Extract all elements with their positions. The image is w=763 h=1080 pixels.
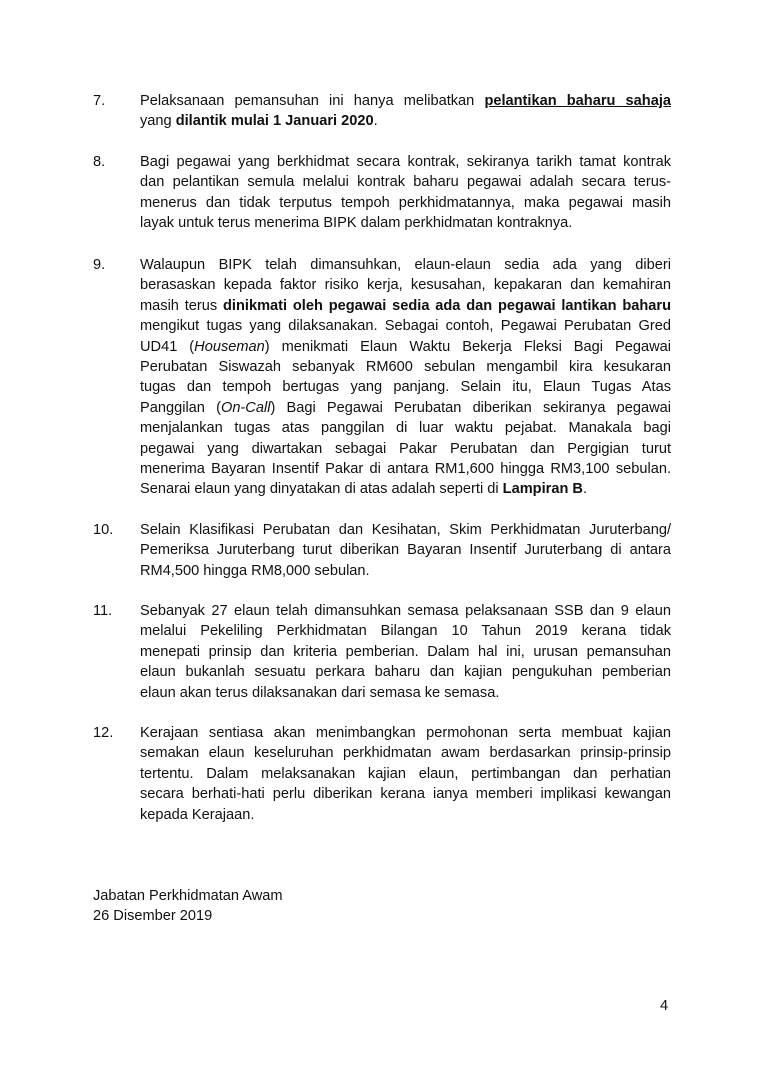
paragraph-line: berasaskan kepada faktor risiko kerja, kesusahan, kepakaran dan kemahiran — [140, 277, 671, 294]
italic-text: Houseman — [194, 338, 265, 355]
paragraph-line: elaun bukanlah sesuatu perkara baharu dan kajian pengukuhan pemberian — [140, 664, 671, 681]
paragraph-line: pegawai yang diwartakan sebagai Pakar Perubatan dan Pergigian turut — [140, 440, 671, 457]
paragraph-line: yang dilantik mulai 1 Januari 2020. — [140, 113, 378, 130]
emphasis-text: pelantikan baharu sahaja — [484, 93, 671, 109]
signature-block — [93, 886, 283, 927]
department-name: Jabatan Perkhidmatan Awam — [93, 888, 283, 904]
paragraph-line: Pelaksanaan pemansuhan ini hanya melibatkan pelantikan baharu sahaja — [140, 93, 671, 109]
paragraph-number: 7. — [93, 93, 106, 109]
paragraph-line: menerima Bayaran Insentif Pakar di antara RM1,600 hingga RM3,100 sebulan. — [140, 460, 671, 477]
paragraph-line: menerus dan tidak terputus tempoh perkhidmatannya, maka pegawai masih — [140, 194, 671, 211]
paragraph-line: Bagi pegawai yang berkhidmat secara kontrak, sekiranya tarikh tamat kontrak — [140, 154, 671, 170]
paragraph-line: Perubatan Siswazah sebanyak RM600 sebulan mengambil kira kesukaran — [140, 358, 671, 375]
paragraph-line: UD41 (Houseman) menikmati Elaun Waktu Bekerja Fleksi Bagi Pegawai — [140, 338, 671, 355]
paragraph-line: secara berhati-hati perlu diberikan kerana ianya memberi implikasi kewangan — [140, 786, 671, 803]
paragraph-line: tugas dan tempoh bertugas yang panjang. Selain itu, Elaun Tugas Atas — [140, 379, 671, 396]
page-number: 4 — [660, 998, 669, 1014]
paragraph-line: menjalankan tugas atas panggilan di luar waktu pejabat. Manakala bagi — [140, 420, 671, 437]
paragraph-number: 12. — [93, 725, 114, 741]
paragraph-number: 10. — [93, 522, 114, 538]
paragraph-line: elaun akan terus dilaksanakan dari semasa ke semasa. — [140, 684, 500, 701]
paragraph-number: 8. — [93, 154, 106, 170]
paragraph-line: Panggilan (On-Call) Bagi Pegawai Perubatan diberikan sekiranya pegawai — [140, 399, 671, 416]
emphasis-text: Lampiran B — [502, 481, 583, 498]
paragraph-line: kepada Kerajaan. — [140, 806, 255, 823]
paragraph-line: Walaupun BIPK telah dimansuhkan, elaun-elaun sedia ada yang diberi — [140, 257, 671, 273]
paragraph-line: tertentu. Dalam melaksanakan kajian elaun, pertimbangan dan perhatian — [140, 765, 671, 782]
paragraph-line: menepati prinsip dan kriteria pemberian. Dalam hal ini, urusan pemansuhan — [140, 643, 671, 660]
paragraph-line: semakan elaun keseluruhan perkhidmatan awam berdasarkan prinsip-prinsip — [140, 745, 671, 762]
paragraph-line: Selain Klasifikasi Perubatan dan Kesihatan, Skim Perkhidmatan Juruterbang/ — [140, 522, 671, 538]
paragraph-line: dan pelantikan semula melalui kontrak baharu pegawai adalah secara terus- — [140, 174, 671, 191]
paragraph-line: melalui Pekeliling Perkhidmatan Bilangan 10 Tahun 2019 kerana tidak — [140, 623, 671, 640]
paragraph-line: masih terus dinikmati oleh pegawai sedia ada dan pegawai lantikan baharu — [140, 297, 671, 314]
paragraph-line: Senarai elaun yang dinyatakan di atas adalah seperti di Lampiran B. — [140, 481, 588, 498]
document-date: 26 Disember 2019 — [93, 908, 213, 925]
paragraph-line: layak untuk terus menerima BIPK dalam perkhidmatan kontraknya. — [140, 215, 573, 232]
paragraph-line: Kerajaan sentiasa akan menimbangkan permohonan serta membuat kajian — [140, 725, 671, 741]
paragraph-number: 9. — [93, 257, 106, 273]
emphasis-text: dilantik mulai 1 Januari 2020 — [175, 113, 374, 130]
paragraph-line: Pemeriksa Juruterbang turut diberikan Bayaran Insentif Juruterbang di antara — [140, 542, 671, 559]
paragraph-line: Sebanyak 27 elaun telah dimansuhkan semasa pelaksanaan SSB dan 9 elaun — [140, 603, 671, 619]
emphasis-text: dinikmati oleh pegawai sedia ada dan pegawai lantikan baharu — [223, 297, 671, 314]
paragraph-line: RM4,500 hingga RM8,000 sebulan. — [140, 562, 370, 579]
italic-text: On-Call — [220, 399, 271, 416]
paragraph-line: mengikut tugas yang dilaksanakan. Sebagai contoh, Pegawai Perubatan Gred — [140, 318, 671, 335]
paragraph-number: 11. — [93, 603, 113, 619]
